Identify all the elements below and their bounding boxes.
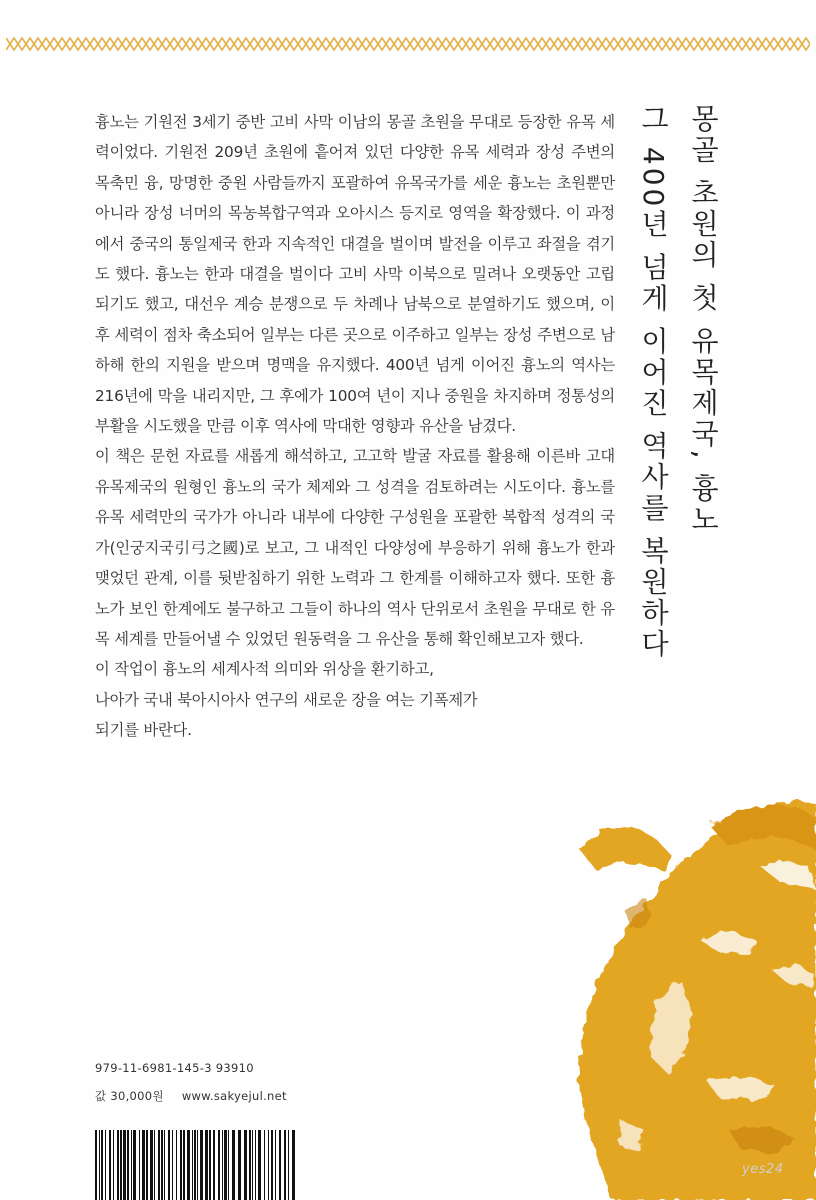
price: 값 30,000원 bbox=[95, 1089, 164, 1103]
ancient-face-illustration bbox=[560, 790, 816, 1200]
isbn-number: 979-11-6981-145-3 93910 bbox=[95, 1061, 254, 1075]
paragraph-3-line-3: 되기를 바란다. bbox=[95, 721, 192, 740]
price-row bbox=[95, 1088, 287, 1104]
paragraph-3-line-1: 이 작업이 흉노의 세계사적 의미와 위상을 환기하고, bbox=[95, 660, 434, 679]
paragraph-1: 흉노는 기원전 3세기 중반 고비 사막 이남의 몽골 초원을 무대로 등장한 유목 세력이었다. 기원전 209년 초원에 흩어져 있던 다양한 유목 세력과 장성 주변의 목축민 융, 망명한 중원 사람들까지 포괄하여 유목국가를 세운 흉노는 초원뿐만 아니라 장성 너머의 목농복합구역과 오아시스 등지로 영역을 확장했다. 이 과정에서 중국의 통일제국 한과 지속적인 대결을 벌이며 발전을 이루고 좌절을 겪기도 했다. 흉노는 한과 대결을 벌이다 고비 사막 이북으로 밀려나 오랫동안 고립되기도 했고, 대선우 계승 분쟁으로 두 차례나 남북으로 분열하기도 했으며, 이후 세력이 점차 축소되어 일부는 다른 곳으로 이주하고 일부는 장성 주변으로 남하해 한의 지원을 받으며 명맥을 유지했다. 400년 넘게 이어진 흉노의 역사는 216년에 막을 내리지만, 그 후에가 100여 년이 지나 중원을 차지하며 정통성의 부활을 시도했을 만큼 이후 역사에 막대한 영향과 유산을 남겼다. bbox=[95, 113, 615, 436]
paragraph-2: 이 책은 문헌 자료를 새롭게 해석하고, 고고학 발굴 자료를 활용해 이른바 고대 유목제국의 원형인 흉노의 국가 체제와 그 성격을 검토하려는 시도이다. 흉노를 유목 세력만의 국가가 아니라 내부에 다양한 구성원을 포괄한 복합적 성격의 국가(인궁지국引弓之國)로 보고, 그 내적인 다양성에 부응하기 위해 흉노가 한과 맺었던 관계, 이를 뒷받침하기 위한 노력과 그 한계를 이해하고자 했다. 또한 흉노가 보인 한계에도 불구하고 그들이 하나의 역사 단위로서 초원을 무대로 한 유목 세계를 만들어낼 수 있었던 원동력을 그 유산을 통해 확인해보고자 했다. bbox=[95, 447, 615, 648]
decorative-border bbox=[6, 32, 810, 56]
barcode bbox=[95, 1130, 295, 1200]
vertical-title-line-1: 몽골 초원의 첫 유목제국, 흉노 bbox=[687, 104, 720, 536]
paragraph-3-line-2: 나아가 국내 북아시아사 연구의 새로운 장을 여는 기폭제가 bbox=[95, 690, 478, 709]
publisher-url: www.sakyejul.net bbox=[181, 1089, 287, 1103]
description-text bbox=[95, 107, 615, 746]
vertical-title-line-2: 그 400년 넘게 이어진 역사를 복원하다 bbox=[637, 104, 670, 660]
watermark: yes24 bbox=[742, 1162, 784, 1177]
